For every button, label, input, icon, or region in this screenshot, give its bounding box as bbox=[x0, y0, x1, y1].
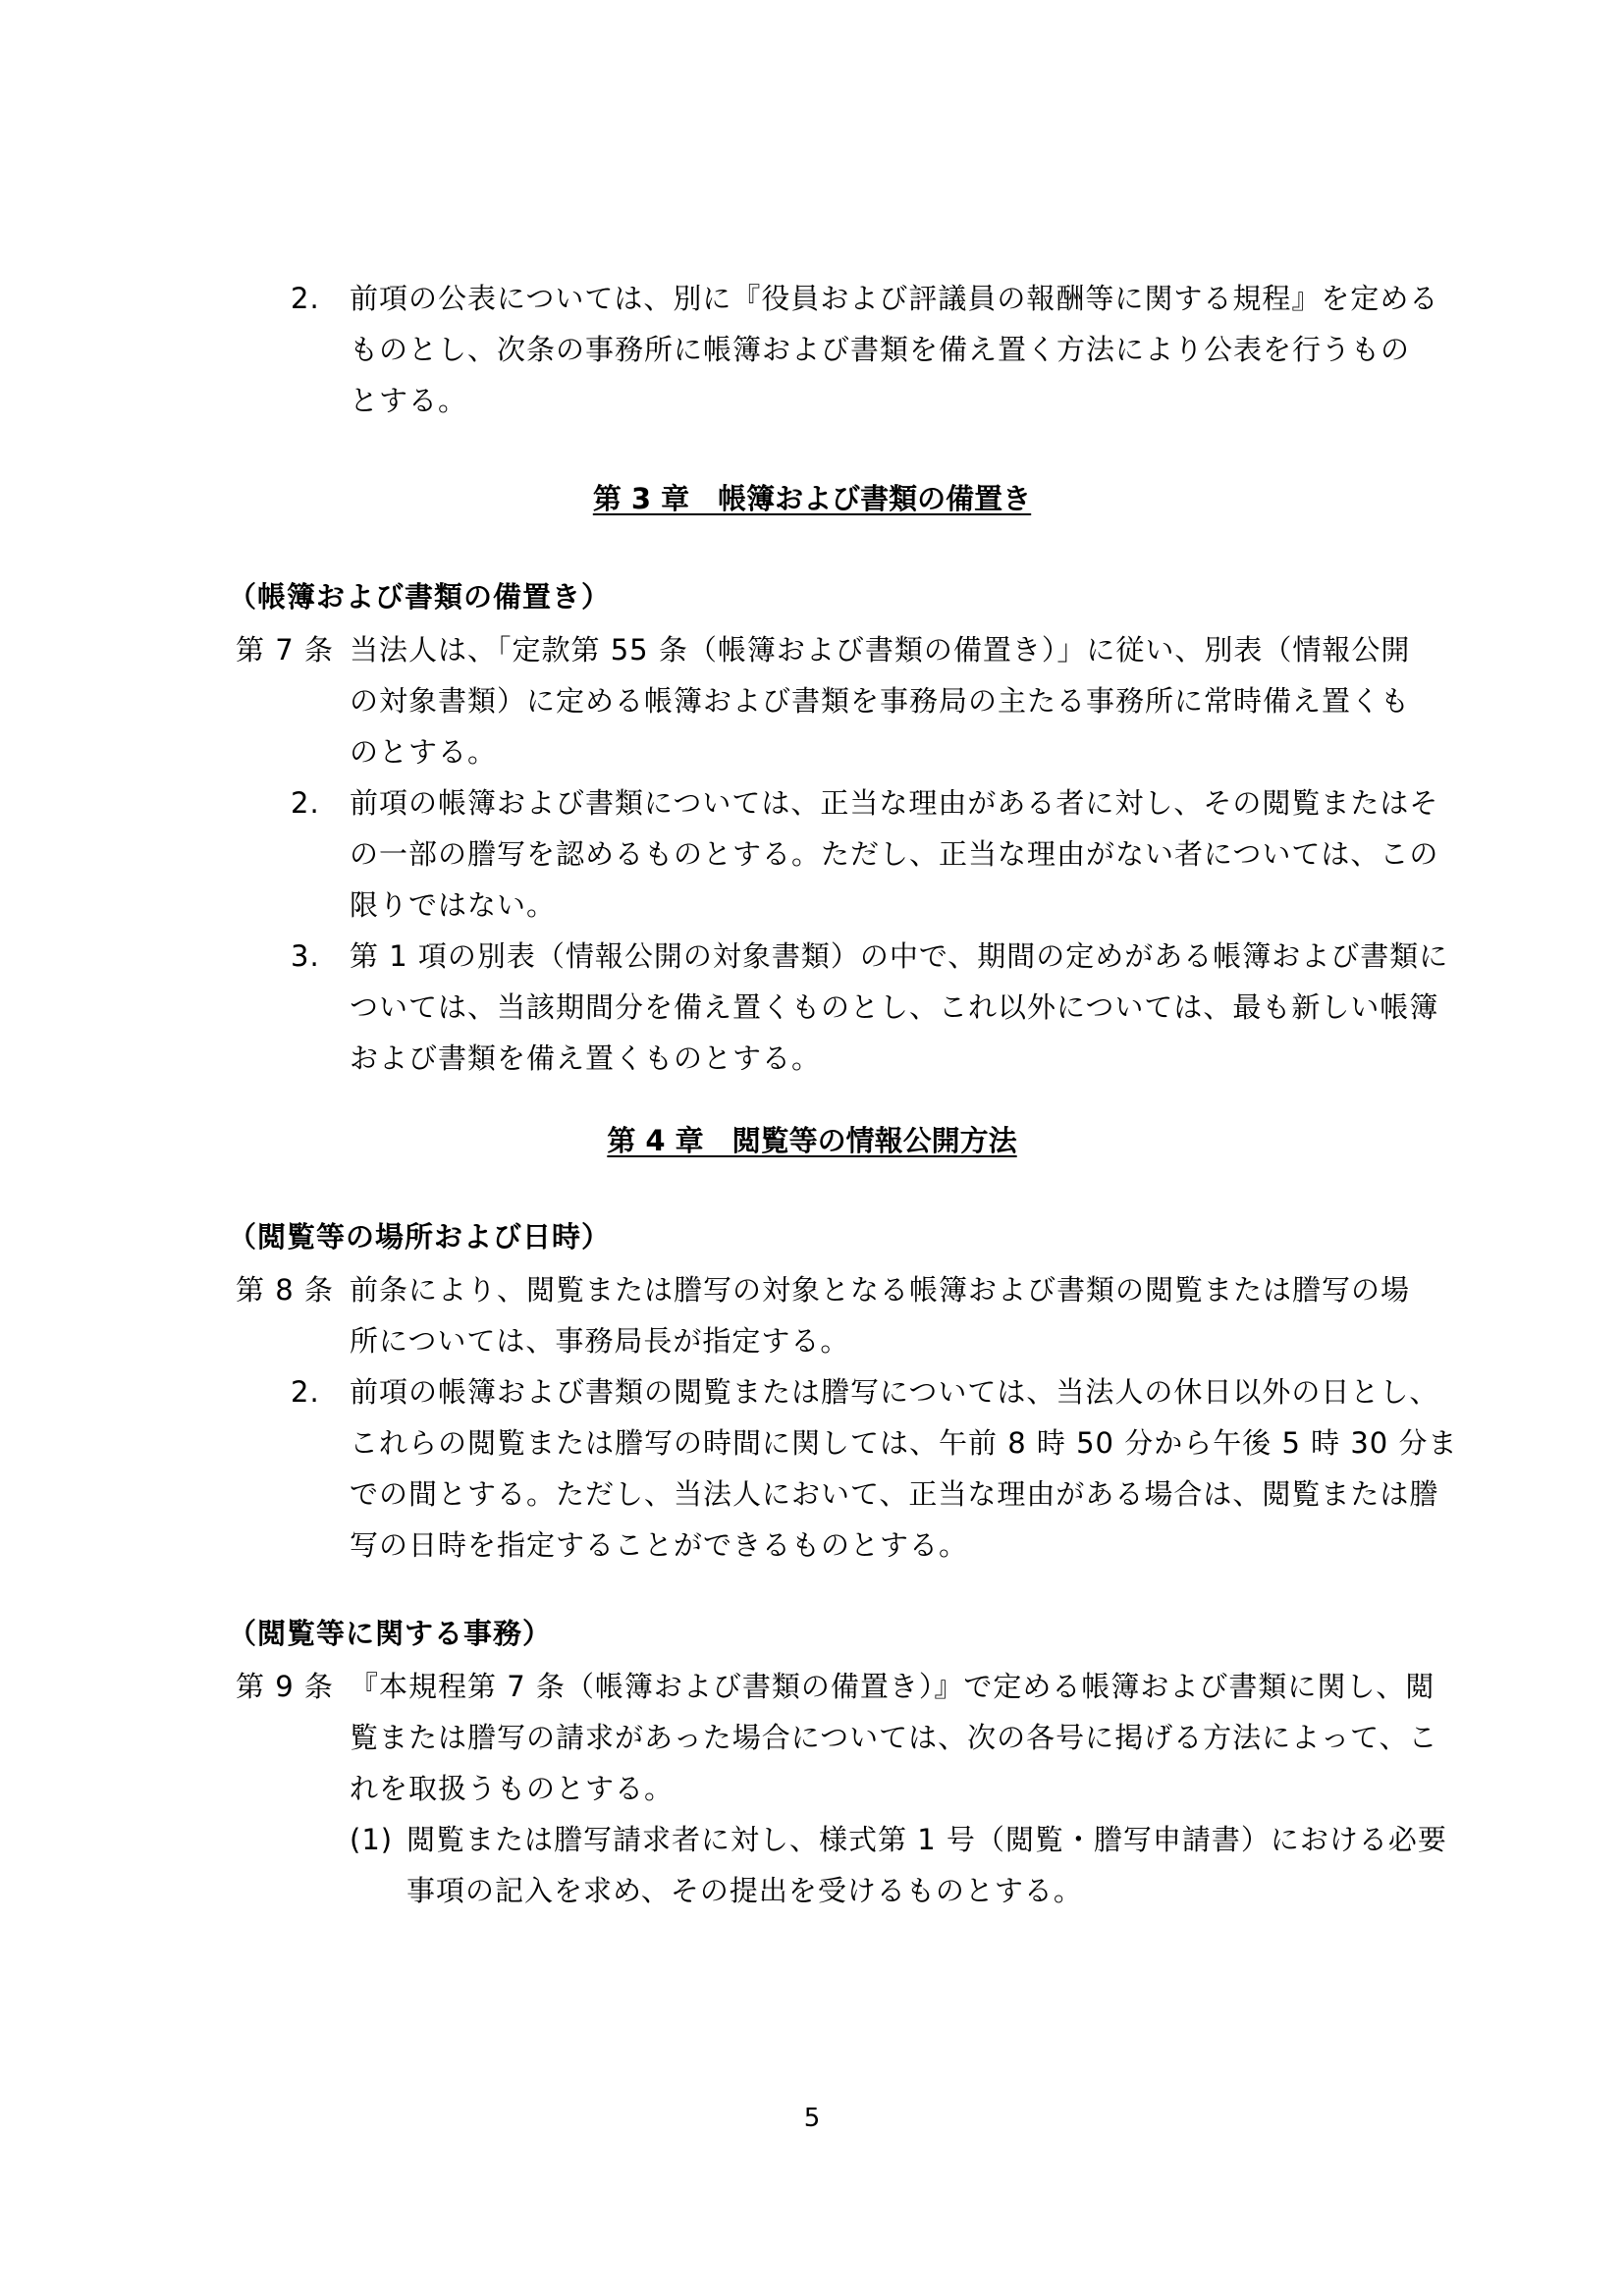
text-line: および書類を備え置くものとする。 bbox=[350, 1041, 822, 1075]
page-number: 5 bbox=[803, 2104, 821, 2133]
text-line: の対象書類）に定める帳簿および書類を事務局の主たる事務所に常時備え置くも bbox=[350, 684, 1411, 718]
article-label: 第 8 条 bbox=[236, 1273, 334, 1307]
text-line: 第 1 項の別表（情報公開の対象書類）の中で、期間の定めがある帳簿および書類に bbox=[350, 939, 1449, 973]
text-line: れを取扱うものとする。 bbox=[350, 1772, 675, 1805]
text-line: 『本規程第 7 条（帳簿および書類の備置き）』で定める帳簿および書類に関し、閲 bbox=[350, 1670, 1435, 1703]
text-line: ついては、当該期間分を備え置くものとし、これ以外については、最も新しい帳簿 bbox=[350, 990, 1439, 1024]
text-line: ものとし、次条の事務所に帳簿および書類を備え置く方法により公表を行うもの bbox=[350, 333, 1411, 366]
chapter-3-title: 第 3 章 帳簿および書類の備置き bbox=[592, 482, 1032, 515]
item-number: 2. bbox=[291, 282, 320, 315]
text-line: での間とする。ただし、当法人において、正当な理由がある場合は、閲覧または謄 bbox=[350, 1477, 1439, 1511]
text-line: 当法人は、「定款第 55 条（帳簿および書類の備置き）」に従い、別表（情報公開 bbox=[350, 633, 1411, 667]
chapter-title bbox=[0, 1119, 1624, 1162]
text-line: とする。 bbox=[350, 384, 468, 417]
text-line: 写の日時を指定することができるものとする。 bbox=[350, 1528, 969, 1562]
text-line: これらの閲覧または謄写の時間に関しては、午前 8 時 50 分から午後 5 時 30 分ま bbox=[350, 1426, 1458, 1460]
article-heading: （閲覧等に関する事務） bbox=[228, 1617, 553, 1650]
text-line: 前条により、閲覧または謄写の対象となる帳簿および書類の閲覧または謄写の場 bbox=[350, 1273, 1411, 1307]
text-line: の一部の謄写を認めるものとする。ただし、正当な理由がない者については、この bbox=[350, 837, 1439, 871]
item-number: 2. bbox=[291, 1375, 320, 1409]
article-heading: （帳簿および書類の備置き） bbox=[228, 580, 612, 614]
text-line: 所については、事務局長が指定する。 bbox=[350, 1324, 850, 1358]
text-line: 覧または謄写の請求があった場合については、次の各号に掲げる方法によって、こ bbox=[350, 1721, 1438, 1754]
text-line: 前項の帳簿および書類の閲覧または謄写については、当法人の休日以外の日とし、 bbox=[350, 1375, 1439, 1409]
text-line: 前項の帳簿および書類については、正当な理由がある者に対し、その閲覧またはそ bbox=[350, 786, 1439, 820]
article-heading: （閲覧等の場所および日時） bbox=[228, 1220, 612, 1254]
chapter-title bbox=[0, 477, 1624, 520]
item-number: 3. bbox=[291, 939, 320, 973]
text-line: 前項の公表については、別に『役員および評議員の報酬等に関する規程』を定める bbox=[350, 282, 1439, 315]
text-line: 限りではない。 bbox=[350, 888, 557, 922]
text-line: のとする。 bbox=[350, 735, 498, 769]
text-line: 閲覧または謄写請求者に対し、様式第 1 号（閲覧・謄写申請書）における必要 bbox=[406, 1823, 1447, 1856]
item-number: (1) bbox=[350, 1823, 394, 1856]
item-number: 2. bbox=[291, 786, 320, 820]
article-label: 第 9 条 bbox=[236, 1670, 334, 1703]
article-label: 第 7 条 bbox=[236, 633, 334, 667]
chapter-4-title: 第 4 章 閲覧等の情報公開方法 bbox=[607, 1124, 1017, 1157]
text-line: 事項の記入を求め、その提出を受けるものとする。 bbox=[406, 1874, 1083, 1907]
